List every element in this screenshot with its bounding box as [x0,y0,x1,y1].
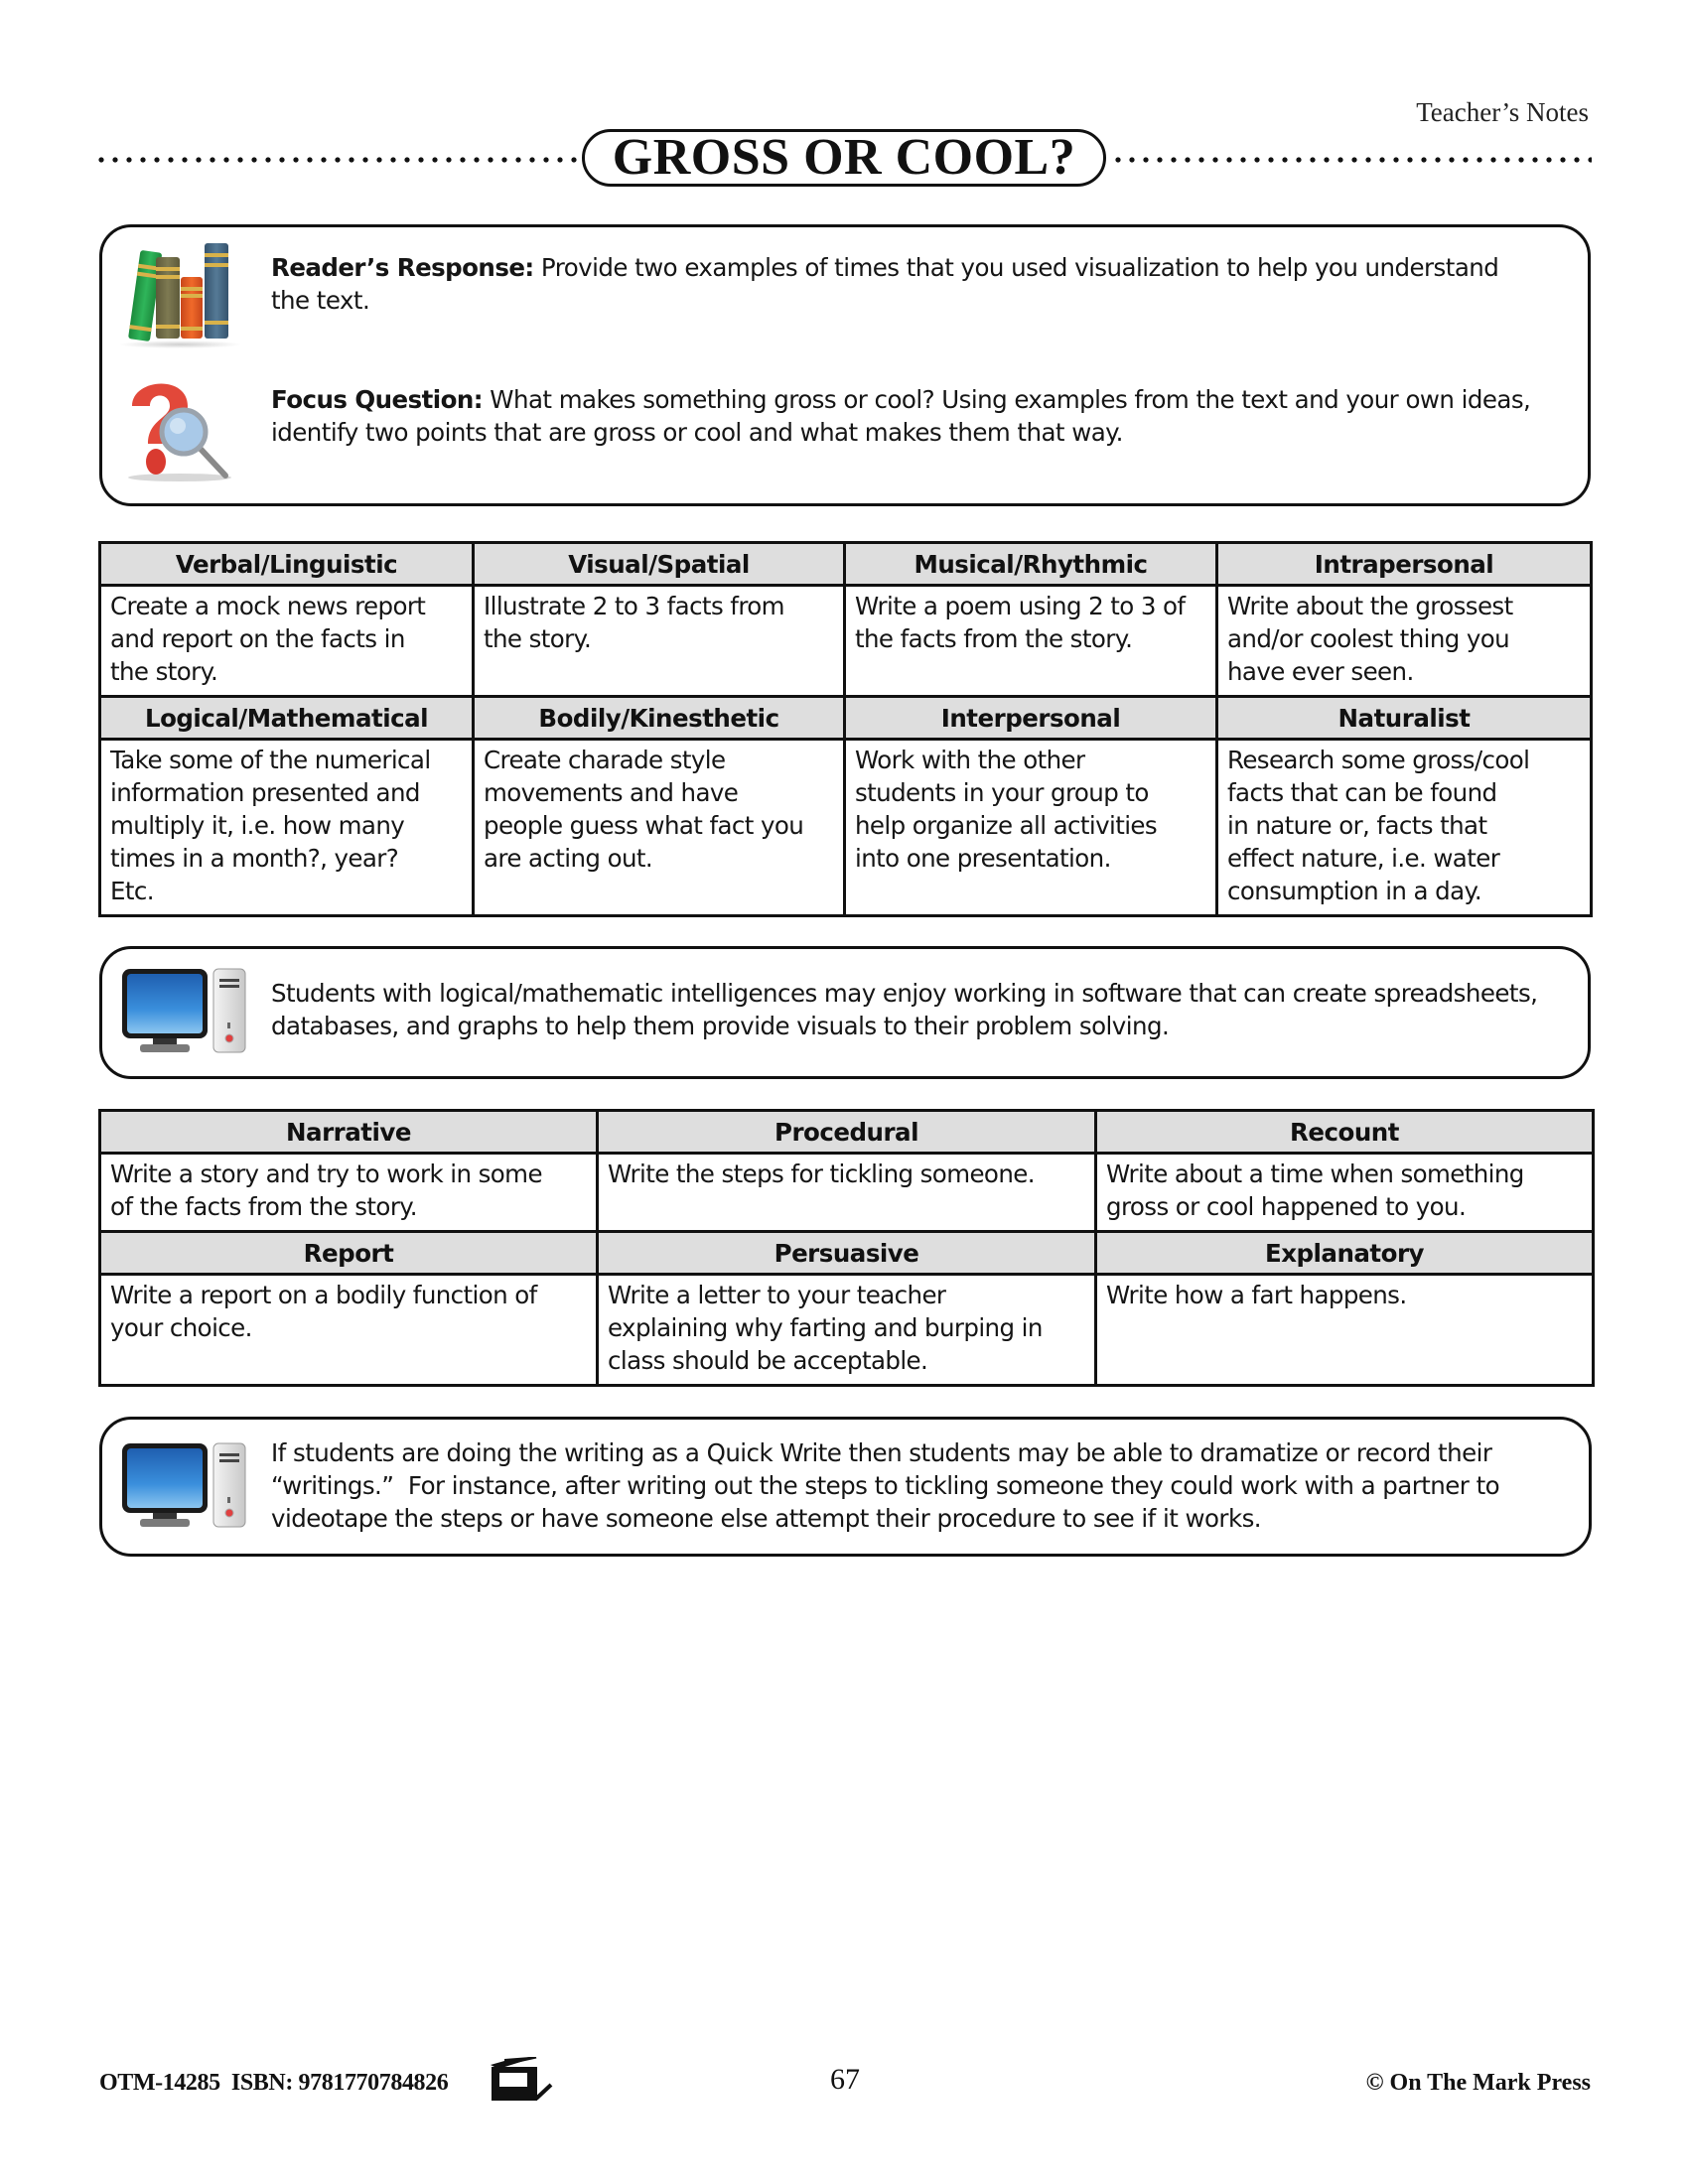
dotted-rule-right [1111,157,1592,163]
table-row [100,586,1592,697]
table-header-row [100,1232,1594,1275]
focus-question-label: Focus Question: [271,385,484,414]
cell-recount: Write about a time when something gross or cool happened to you. [1096,1154,1594,1232]
cell-persuasive: Write a letter to your teacher explaining why farting and burping in class should be acceptable. [598,1275,1096,1386]
readers-response-label: Reader’s Response: [271,253,534,282]
header-recount: Recount [1096,1111,1594,1154]
focus-question-text: Focus Question: What makes something gross or cool? Using examples from the text and your own ideas, identify two points that are gross or cool and what makes them that way. [271,385,1531,447]
cell-logical-mathematical: Take some of the numerical information presented and multiply it, i.e. how many times in a month?, year? Etc. [100,740,474,916]
cell-bodily-kinesthetic: Create charade style movements and have people guess what fact you are acting out. [474,740,845,916]
header-visual-spatial: Visual/Spatial [474,543,845,586]
page-number: 67 [830,2063,860,2096]
table-header-row [100,543,1592,586]
tech-tip-box-1 [99,946,1591,1079]
cell-procedural: Write the steps for tickling someone. [598,1154,1096,1232]
cell-explanatory: Write how a fart happens. [1096,1275,1594,1386]
header-explanatory: Explanatory [1096,1232,1594,1275]
header-intrapersonal: Intrapersonal [1217,543,1592,586]
page-title-box [582,129,1106,187]
copyright: © On The Mark Press [1365,2070,1591,2096]
cell-musical-rhythmic: Write a poem using 2 to 3 of the facts from the story. [845,586,1217,697]
question-magnifier-icon [118,374,242,483]
table-row [100,1275,1594,1386]
header-verbal-linguistic: Verbal/Linguistic [100,543,474,586]
header-persuasive: Persuasive [598,1232,1096,1275]
table-header-row [100,1111,1594,1154]
multiple-intelligences-table [98,541,1593,917]
prompts-box [99,224,1591,506]
header-procedural: Procedural [598,1111,1096,1154]
cell-intrapersonal: Write about the grossest and/or coolest thing you have ever seen. [1217,586,1592,697]
cell-interpersonal: Work with the other students in your group to help organize all activities into one presentation. [845,740,1217,916]
header-interpersonal: Interpersonal [845,697,1217,740]
tech-tip-2-text: If students are doing the writing as a Quick Write then students may be able to dramatize or record their “writings.” For instance, after writing out the steps to tickling someone they could work with a partner to videotape the steps or have someone else attempt their procedure to see if it works. [271,1438,1500,1533]
writing-forms-table [98,1109,1595,1387]
cell-report: Write a report on a bodily function of your choice. [100,1275,598,1386]
page-title: GROSS OR COOL? [612,129,1076,186]
copier-icon [491,2057,588,2103]
header-report: Report [100,1232,598,1275]
readers-response-text: Reader’s Response: Provide two examples of times that you used visualization to help you understand the text. [271,253,1499,315]
cell-visual-spatial: Illustrate 2 to 3 facts from the story. [474,586,845,697]
cell-verbal-linguistic: Create a mock news report and report on the facts in the story. [100,586,474,697]
product-code: OTM-14285 ISBN: 9781770784826 [99,2070,449,2096]
tech-tip-box-2 [99,1417,1592,1557]
dotted-rule-left [94,157,579,163]
table-row [100,1154,1594,1232]
header-bodily-kinesthetic: Bodily/Kinesthetic [474,697,845,740]
computer-icon [120,1441,249,1531]
header-musical-rhythmic: Musical/Rhythmic [845,543,1217,586]
header-naturalist: Naturalist [1217,697,1592,740]
table-header-row [100,697,1592,740]
computer-icon [120,967,249,1056]
cell-naturalist: Research some gross/cool facts that can be found in nature or, facts that effect nature, i.e. water consumption in a day. [1217,740,1592,916]
cell-narrative: Write a story and try to work in some of the facts from the story. [100,1154,598,1232]
tech-tip-1-text: Students with logical/mathematic intelligences may enjoy working in software that can create spreadsheets, databases, and graphs to help them provide visuals to their problem solving. [271,979,1538,1040]
books-icon [118,241,242,350]
section-label: Teacher’s Notes [1416,97,1589,127]
header-narrative: Narrative [100,1111,598,1154]
table-row [100,740,1592,916]
header-logical-mathematical: Logical/Mathematical [100,697,474,740]
